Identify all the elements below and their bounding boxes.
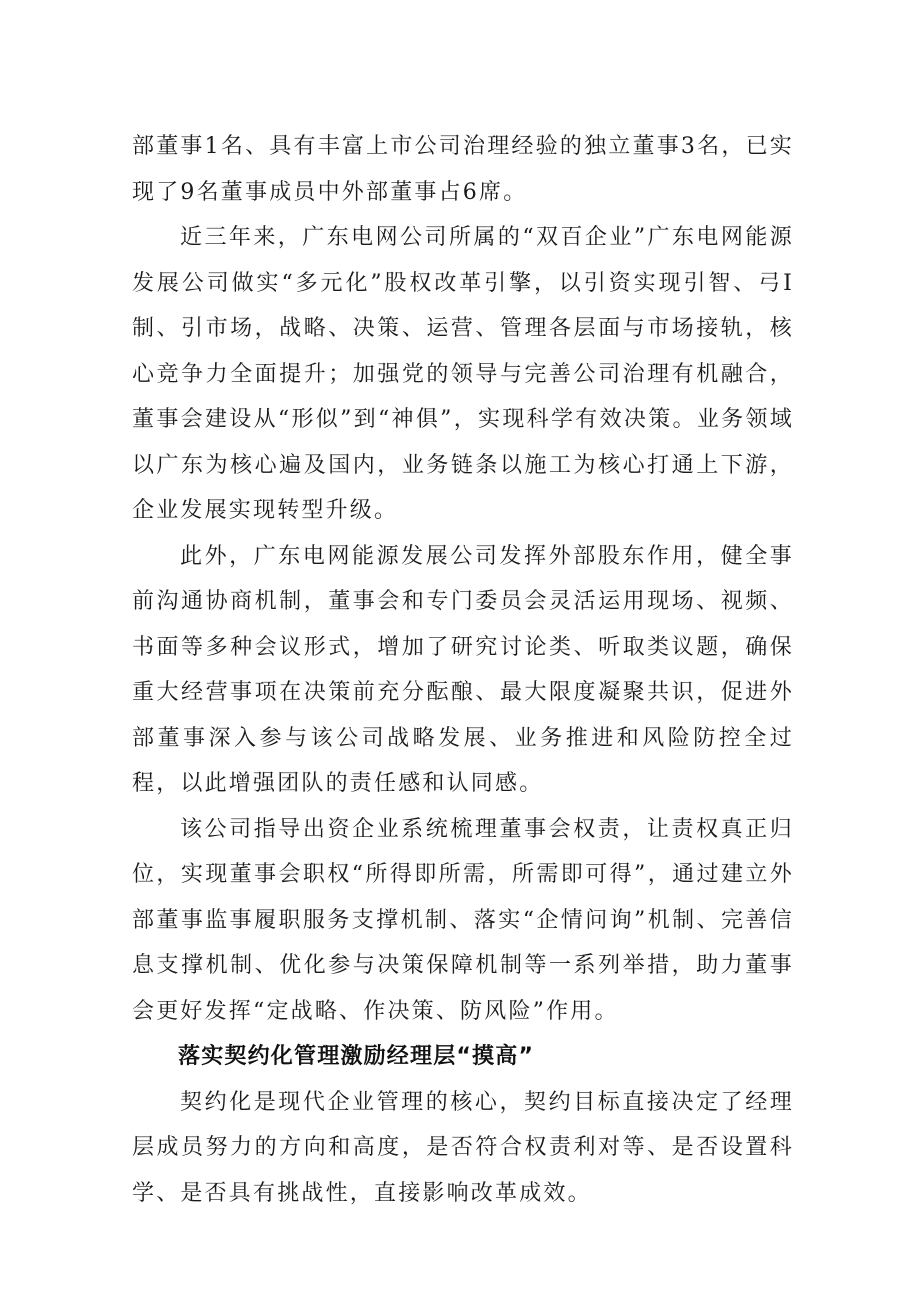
section-heading: 落实契约化管理激励经理层“摸高” bbox=[178, 1044, 535, 1069]
document-body bbox=[132, 124, 794, 1216]
paragraph-continuation: 部董事1名、具有丰富上市公司治理经验的独立董事3名，已实现了9名董事成员中外部董事占6席。 bbox=[132, 134, 794, 205]
paragraph-external-shareholders: 此外，广东电网能源发展公司发挥外部股东作用，健全事前沟通协商机制，董事会和专门委员会灵活运用现场、视频、书面等多种会议形式，增加了研究讨论类、听取类议题，确保重大经营事项在决策前充分酝酿、最大限度凝聚共识，促进外部董事深入参与该公司战略发展、业务推进和风险防控全过程，以此增强团队的责任感和认同感。 bbox=[132, 543, 794, 796]
paragraph-double-hundred-enterprise: 近三年来，广东电网公司所属的“双百企业”广东电网能源发展公司做实“多元化”股权改革引擎，以引资实现引智、弓I制、引市场，战略、决策、运营、管理各层面与市场接轨，核心竞争力全面提升；加强党的领导与完善公司治理有机融合，董事会建设从“形似”到“神俱”，实现科学有效决策。业务领域以广东为核心遍及国内，业务链条以施工为核心打通上下游，企业发展实现转型升级。 bbox=[132, 225, 794, 523]
paragraph-board-authority: 该公司指导出资企业系统梳理董事会权责，让责权真正归位，实现董事会职权“所得即所需，所需即可得”，通过建立外部董事监事履职服务支撑机制、落实“企情问询”机制、完善信息支撑机制、优化参与决策保障机制等一系列举措，助力董事会更好发挥“定战略、作决策、防风险”作用。 bbox=[132, 816, 794, 1024]
paragraph-contract-management: 契约化是现代企业管理的核心，契约目标直接决定了经理层成员努力的方向和高度，是否符合权责利对等、是否设置科学、是否具有挑战性，直接影响改革成效。 bbox=[132, 1089, 794, 1206]
